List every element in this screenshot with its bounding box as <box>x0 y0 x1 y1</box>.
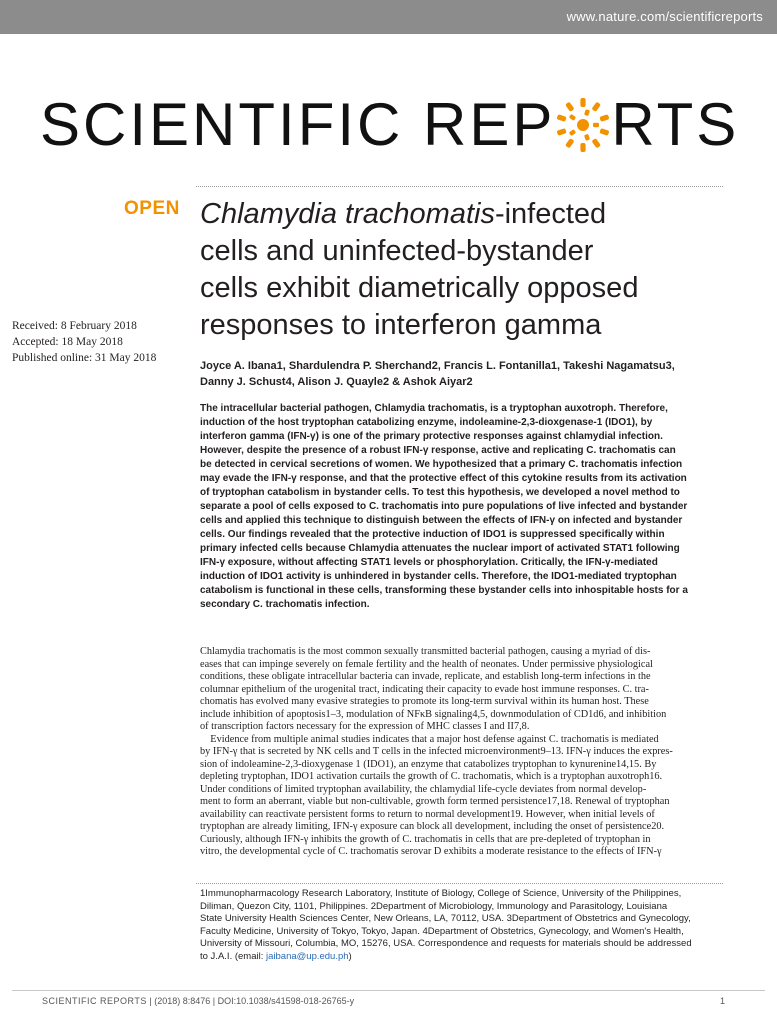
body-line: chomatis has evolved many evasive strategies to promote its long-term survival within its human host. These <box>200 696 649 707</box>
body-line: Chlamydia trachomatis is the most common sexually transmitted bacterial pathogen, causing a myriad of dis- <box>200 646 651 657</box>
affiliation-line: Faculty Medicine, University of Tokyo, Tokyo, Japan. 4Department of Obstetrics, Gynecology, and Women's Health, <box>200 925 684 937</box>
title-line: responses to interferon gamma <box>200 309 602 341</box>
affiliation-line: to J.A.I. (email: <box>200 950 266 962</box>
body-line: tryptophan are already limiting, IFN-γ exposure can block all development, including the onset of persistence20. <box>200 821 665 832</box>
article-title <box>200 196 740 344</box>
body-line: vitro, the developmental cycle of C. trachomatis serovar D exhibits a moderate resistance to the effects of IFN-γ <box>200 846 662 857</box>
affiliations <box>200 888 725 963</box>
title-divider <box>196 186 723 187</box>
author-line: Joyce A. Ibana1, Shardulendra P. Sherchand2, Francis L. Fontanilla1, Takeshi Nagamatsu3, <box>200 360 675 372</box>
affiliation-line: 1Immunopharmacology Research Laboratory, Institute of Biology, College of Science, University of the Philippines, <box>200 888 682 899</box>
received-date: Received: 8 February 2018 <box>12 320 137 332</box>
email-link[interactable]: jaibana@up.edu.ph <box>266 950 349 962</box>
abstract-line: secondary C. trachomatis infection. <box>200 599 370 610</box>
body-line: depleting tryptophan, IDO1 activation curtails the growth of C. trachomatis, which is a tryptophan auxotroph16. <box>200 771 663 782</box>
article-body <box>200 646 725 859</box>
abstract <box>200 402 725 612</box>
page-number: 1 <box>719 996 725 1006</box>
title-line-rest: -infected <box>494 198 607 230</box>
abstract-line: cells. Our findings revealed that the protective induction of IDO1 is suppressed specifically within <box>200 529 665 540</box>
affiliation-divider <box>196 883 723 884</box>
body-line: Under conditions of limited tryptophan availability, the chlamydial life-cycle deviates from normal develop- <box>200 783 647 795</box>
author-list <box>200 358 730 390</box>
body-line: columnar epithelium of the urogenital tract, indicating their capacity to evade host immune responses. C. tra- <box>200 683 649 695</box>
body-line: ment to form an aberrant, viable but non-cultivable, growth form termed persistence17,18. Renewal of tryptophan <box>200 796 670 807</box>
author-line: Danny J. Schust4, Alison J. Quayle2 & Ashok Aiyar2 <box>200 376 473 388</box>
footer-citation <box>42 996 354 1006</box>
footer-doi: | (2018) 8:8476 | DOI:10.1038/s41598-018-26765-y <box>146 996 355 1006</box>
body-line: sion of indoleamine-2,3-dioxygenase 1 (IDO1), an enzyme that catabolizes tryptophan to kynurenine14,15. By <box>200 758 657 770</box>
accepted-date: Accepted: 18 May 2018 <box>12 336 123 348</box>
footer-divider <box>12 990 765 991</box>
reports-logo-icon <box>555 80 611 170</box>
abstract-line: induction of the host tryptophan catabolizing enzyme, indoleamine-2,3-dioxgenase-1 (IDO1), by <box>200 417 653 428</box>
body-line: by IFN-γ that is secreted by NK cells and T cells in the infected microenvironment9–13. IFN-γ induces the expres- <box>200 746 673 757</box>
abstract-line: primary infected cells because Chlamydia attenuates the nuclear import of activated STAT1 following <box>200 543 680 554</box>
abstract-line: be detected in cervical secretions of women. We hypothesized that a primary C. trachomatis infection <box>200 459 683 470</box>
body-line: Evidence from multiple animal studies indicates that a major host defense against C. trachomatis is mediated <box>200 733 659 745</box>
abstract-line: induction of IDO1 activity is unhindered in bystander cells. Therefore, the IDO1-mediated tryptophan <box>200 571 677 582</box>
article-dates <box>12 318 156 366</box>
abstract-line: may evade the IFN-γ response, and that the protective effect of this cytokine results from its activation <box>200 473 687 484</box>
abstract-line: catabolism is functional in these cells, transforming these bystander cells into inhospitable hosts for a <box>200 585 688 596</box>
body-line: Curiously, although IFN-γ inhibits the growth of C. trachomatis in cells that are pre-depleted of tryptophan in <box>200 833 651 845</box>
title-line: cells exhibit diametrically opposed <box>200 272 639 304</box>
abstract-line: separate a pool of cells exposed to C. trachomatis into pure populations of live infected and bystander <box>200 501 688 512</box>
body-line: of transcription factors necessary for the expression of MHC classes I and II7,8. <box>200 721 530 732</box>
abstract-line: IFN-γ exposure, without affecting STAT1 levels or phosphorylation. Critically, the IFN-γ-mediated <box>200 557 658 568</box>
masthead-left-text: SCIENTIFIC REP <box>40 91 556 158</box>
published-date: Published online: 31 May 2018 <box>12 352 157 364</box>
open-access-label: OPEN <box>124 198 180 219</box>
abstract-line: of tryptophan catabolism in bystander cells. To test this hypothesis, we developed a novel method to <box>200 487 680 498</box>
affiliation-line: University of Missouri, Columbia, MO, 15276, USA. Correspondence and requests for materials should be addressed <box>200 938 692 949</box>
header-bar <box>0 0 777 34</box>
affiliation-line: Diliman, Quezon City, 1101, Philippines. 2Department of Microbiology, Immunology and Parasitology, Louisiana <box>200 900 668 912</box>
email-close: ) <box>348 950 352 962</box>
abstract-line: The intracellular bacterial pathogen, Chlamydia trachomatis, is a tryptophan auxotroph. Therefore, <box>200 403 668 414</box>
body-line: conditions, these obligate intracellular bacteria can invade, replicate, and establish long-term infections in the <box>200 671 651 682</box>
journal-masthead <box>40 80 740 170</box>
title-line: cells and uninfected-bystander <box>200 235 594 267</box>
title-italic-species: Chlamydia trachomatis <box>200 198 495 230</box>
title-line <box>200 196 740 233</box>
footer-journal: SCIENTIFIC REPORTS <box>42 996 147 1006</box>
body-line: include inhibition of apoptosis1–3, modulation of NFκB signaling4,5, downmodulation of CD1d6, and inhibition <box>200 708 667 720</box>
abstract-line: interferon gamma (IFN-γ) is one of the primary protective responses against chlamydial infection. <box>200 431 663 442</box>
journal-url[interactable]: www.nature.com/scientificreports <box>566 9 763 24</box>
masthead-right-text: RTS <box>611 91 740 158</box>
abstract-line: However, despite the presence of a robust IFN-γ response, active and replicating C. trachomatis can <box>200 445 676 456</box>
body-line: eases that can impinge severely on female fertility and the health of neonates. Under permissive physiological <box>200 658 653 670</box>
abstract-line: cells and applied this technique to distinguish between the effects of IFN-γ on infected and bystander <box>200 515 683 526</box>
affiliation-line: State University Health Sciences Center, New Orleans, LA, 70112, USA. 3Department of Obstetrics and Gynecology, <box>200 913 691 924</box>
body-line: availability can reactivate persistent forms to return to normal development19. However, when initial levels of <box>200 808 655 820</box>
affiliation-line-last <box>200 951 725 964</box>
